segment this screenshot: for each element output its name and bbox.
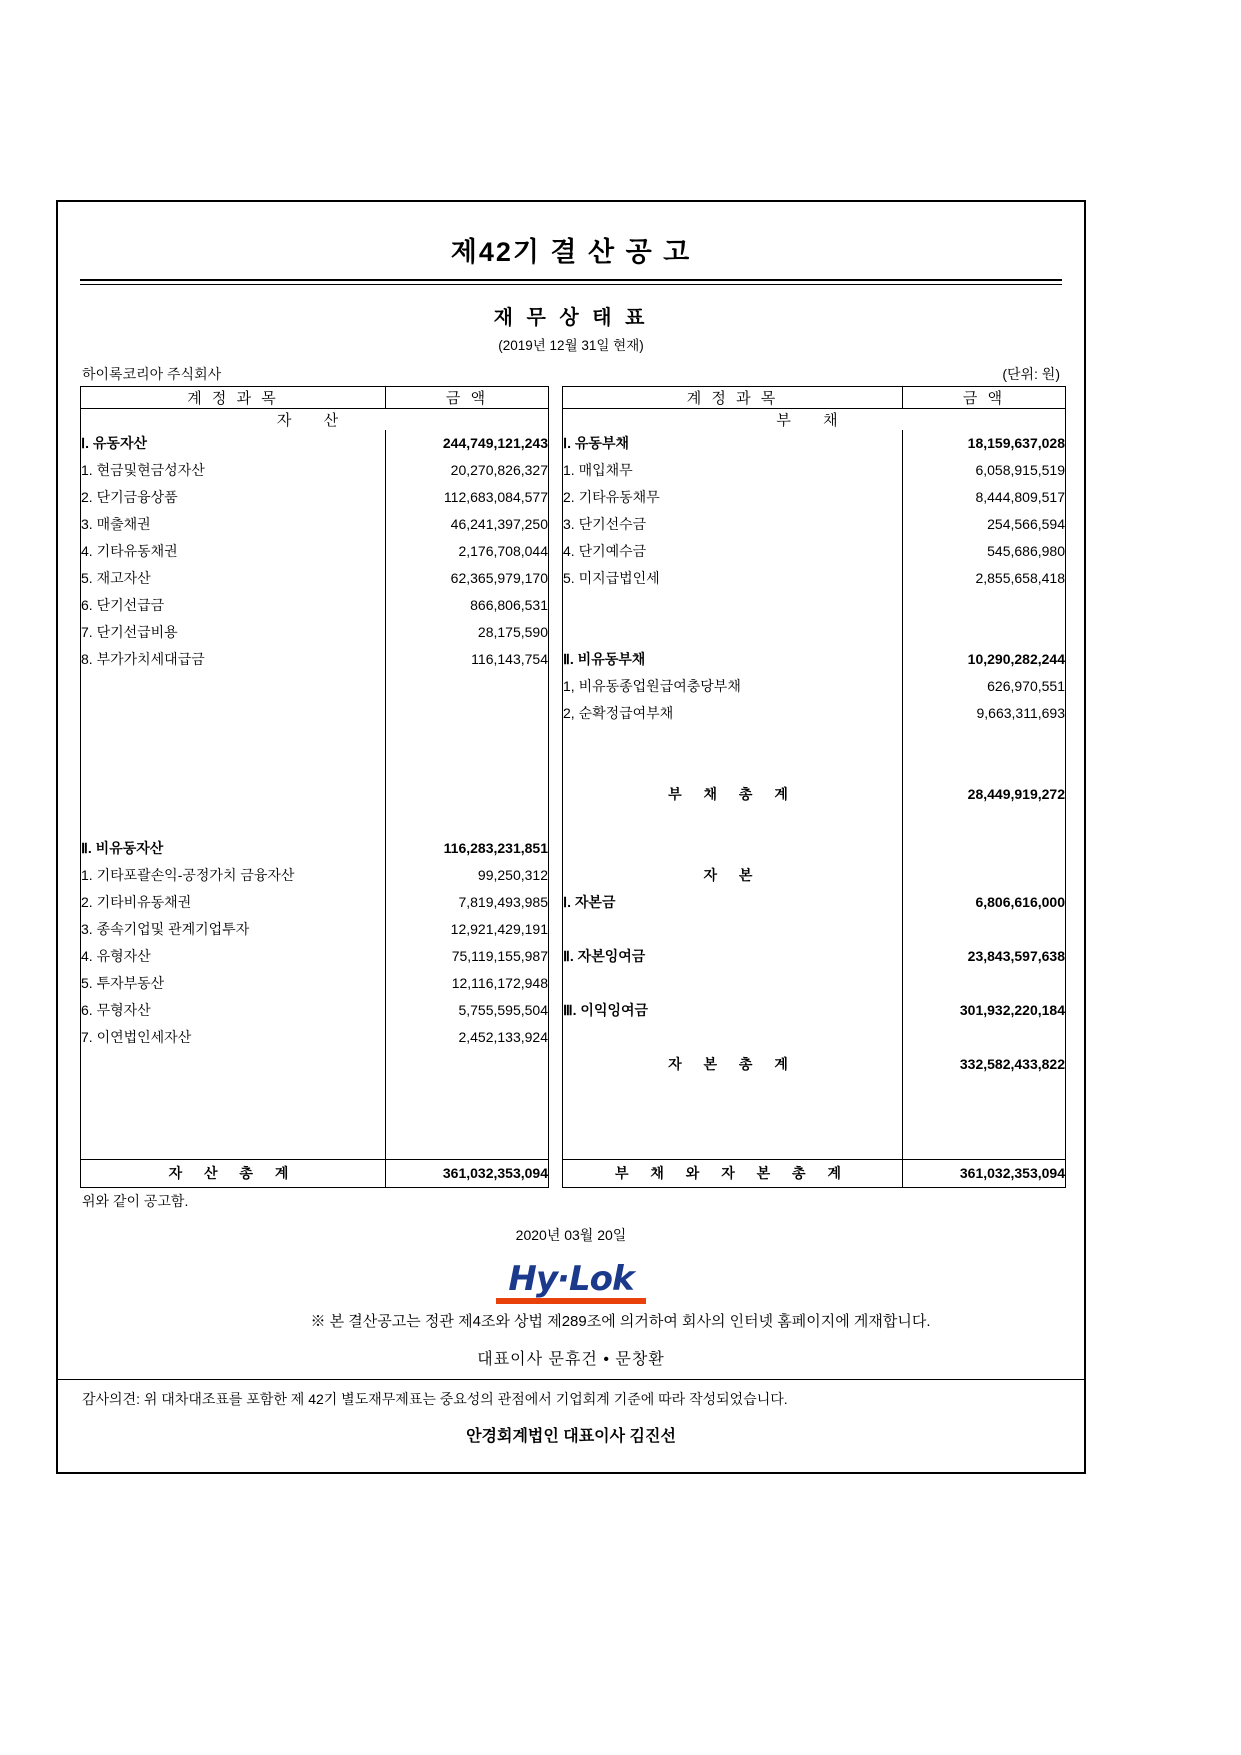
column-gap (549, 1160, 563, 1188)
table-row (81, 970, 1066, 997)
asset-account-label (81, 754, 386, 781)
table-row (81, 997, 1066, 1024)
liability-amount: 18,159,637,028 (903, 430, 1066, 457)
statement-date: (2019년 12월 31일 현재) (498, 338, 644, 353)
liability-amount (903, 619, 1066, 646)
asset-amount: 244,749,121,243 (386, 430, 549, 457)
liability-account-label: 1. 매입채무 (563, 457, 903, 484)
audit-opinion: 감사의견: 위 대차대조표를 포함한 제 42기 별도재무제표는 중요성의 관점에서 기업회계 기준에 따라 작성되었습니다. (82, 1391, 788, 1407)
asset-amount: 5,755,595,504 (386, 997, 549, 1024)
liability-account-label (563, 970, 903, 997)
section-assets-label: 자 산 (81, 409, 549, 431)
audit-firm: 안경회계법인 대표이사 김진선 (466, 1428, 676, 1445)
liability-account-label (563, 1132, 903, 1160)
column-gap (549, 673, 563, 700)
liability-account-label: Ⅰ. 자본금 (563, 889, 903, 916)
company-name: 하이록코리아 주식회사 (82, 366, 222, 382)
asset-account-label (81, 673, 386, 700)
column-gap (549, 1105, 563, 1132)
liability-amount (903, 1132, 1066, 1160)
table-row (81, 727, 1066, 754)
header-amount-left: 금 액 (386, 387, 549, 409)
liability-amount (903, 1105, 1066, 1132)
title-divider (80, 279, 1062, 285)
company-logo (80, 1259, 1062, 1304)
liability-account-label: 3. 단기선수금 (563, 511, 903, 538)
liability-account-label: 4. 단기예수금 (563, 538, 903, 565)
column-gap (549, 619, 563, 646)
section-header-row (81, 409, 1066, 431)
liability-account-label (563, 1024, 903, 1051)
assets-total-label: 자 산 총 계 (81, 1160, 386, 1188)
column-gap (549, 889, 563, 916)
asset-account-label: 5. 재고자산 (81, 565, 386, 592)
table-row (81, 754, 1066, 781)
liability-amount: 626,970,551 (903, 673, 1066, 700)
asset-account-label (81, 700, 386, 727)
table-row (81, 700, 1066, 727)
table-row (81, 1078, 1066, 1105)
asset-amount: 112,683,084,577 (386, 484, 549, 511)
section-liabilities-label: 부 채 (563, 409, 1066, 431)
liability-account-label: 2, 순확정급여부채 (563, 700, 903, 727)
currency-unit: (단위: 원) (1002, 366, 1060, 382)
asset-amount (386, 700, 549, 727)
header-account-left: 계 정 과 목 (81, 387, 386, 409)
asset-amount: 75,119,155,987 (386, 943, 549, 970)
column-gap (549, 484, 563, 511)
liability-account-label: Ⅲ. 이익잉여금 (563, 997, 903, 1024)
column-gap (549, 727, 563, 754)
asset-account-label: 2. 단기금융상품 (81, 484, 386, 511)
asset-account-label: Ⅰ. 유동자산 (81, 430, 386, 457)
column-gap (549, 835, 563, 862)
table-row (81, 862, 1066, 889)
column-gap (549, 457, 563, 484)
asset-amount: 46,241,397,250 (386, 511, 549, 538)
table-row (81, 1024, 1066, 1051)
liability-account-label: Ⅱ. 자본잉여금 (563, 943, 903, 970)
asset-account-label (81, 1051, 386, 1078)
column-gap (549, 511, 563, 538)
liability-account-label: 자 본 총 계 (563, 1051, 903, 1078)
publish-date: 2020년 03월 20일 (515, 1227, 627, 1243)
liability-amount: 301,932,220,184 (903, 997, 1066, 1024)
liability-amount (903, 754, 1066, 781)
asset-amount (386, 1078, 549, 1105)
asset-account-label: 1. 현금및현금성자산 (81, 457, 386, 484)
table-row (81, 943, 1066, 970)
table-row (81, 457, 1066, 484)
liability-account-label: Ⅱ. 비유동부채 (563, 646, 903, 673)
liability-amount: 8,444,809,517 (903, 484, 1066, 511)
announcement-document (56, 200, 1086, 1474)
column-gap (549, 700, 563, 727)
asset-account-label (81, 1078, 386, 1105)
asset-amount (386, 1132, 549, 1160)
asset-amount: 7,819,493,985 (386, 889, 549, 916)
liability-amount: 254,566,594 (903, 511, 1066, 538)
liability-account-label (563, 754, 903, 781)
column-gap (549, 754, 563, 781)
asset-amount (386, 673, 549, 700)
liability-amount (903, 1078, 1066, 1105)
column-gap (549, 1078, 563, 1105)
asset-amount: 866,806,531 (386, 592, 549, 619)
table-row (81, 808, 1066, 835)
liability-account-label: 부 채 총 계 (563, 781, 903, 808)
asset-account-label: 6. 단기선급금 (81, 592, 386, 619)
liability-amount: 6,806,616,000 (903, 889, 1066, 916)
asset-account-label: 4. 유형자산 (81, 943, 386, 970)
asset-amount: 28,175,590 (386, 619, 549, 646)
asset-amount: 12,116,172,948 (386, 970, 549, 997)
column-gap (549, 808, 563, 835)
table-row (81, 1105, 1066, 1132)
asset-account-label (81, 1105, 386, 1132)
column-gap (549, 565, 563, 592)
table-row (81, 1051, 1066, 1078)
asset-account-label: 4. 기타유동채권 (81, 538, 386, 565)
asset-account-label: 5. 투자부동산 (81, 970, 386, 997)
table-row (81, 592, 1066, 619)
asset-amount: 2,452,133,924 (386, 1024, 549, 1051)
column-gap (549, 781, 563, 808)
liability-account-label (563, 619, 903, 646)
liability-amount (903, 862, 1066, 889)
header-account-right: 계 정 과 목 (563, 387, 903, 409)
asset-amount (386, 808, 549, 835)
table-row (81, 916, 1066, 943)
table-row (81, 781, 1066, 808)
liability-account-label (563, 592, 903, 619)
publication-note: 위와 같이 공고함. (82, 1193, 189, 1209)
table-row (81, 484, 1066, 511)
liability-amount (903, 916, 1066, 943)
company-unit-row (80, 364, 1062, 384)
asset-account-label: 8. 부가가치세대급금 (81, 646, 386, 673)
asset-amount (386, 754, 549, 781)
asset-amount: 99,250,312 (386, 862, 549, 889)
column-gap (549, 430, 563, 457)
table-row (81, 511, 1066, 538)
liability-account-label: 5. 미지급법인세 (563, 565, 903, 592)
asset-amount: 62,365,979,170 (386, 565, 549, 592)
liability-amount: 332,582,433,822 (903, 1051, 1066, 1078)
assets-total-amount: 361,032,353,094 (386, 1160, 549, 1188)
table-row (81, 889, 1066, 916)
footnote: ※ 본 결산공고는 정관 제4조와 상법 제289조에 의거하여 회사의 인터넷 홈페이지에 게재합니다. (310, 1313, 931, 1330)
asset-account-label: 3. 종속기업및 관계기업투자 (81, 916, 386, 943)
column-gap (549, 409, 563, 431)
liability-amount: 28,449,919,272 (903, 781, 1066, 808)
liability-account-label: 자 본 (563, 862, 903, 889)
liability-amount (903, 835, 1066, 862)
asset-account-label (81, 1132, 386, 1160)
asset-amount (386, 727, 549, 754)
asset-amount: 12,921,429,191 (386, 916, 549, 943)
liability-account-label (563, 727, 903, 754)
logo-text: Hy·Lok (508, 1259, 634, 1299)
asset-amount: 116,143,754 (386, 646, 549, 673)
column-gap (549, 997, 563, 1024)
liability-amount (903, 970, 1066, 997)
column-gap (549, 943, 563, 970)
liability-amount (903, 1024, 1066, 1051)
liability-account-label (563, 835, 903, 862)
column-gap (549, 1051, 563, 1078)
liability-amount: 10,290,282,244 (903, 646, 1066, 673)
column-gap (549, 592, 563, 619)
statement-title: 재 무 상 태 표 (493, 307, 649, 329)
ceo-signature: 대표이사 문휴건 • 문창환 (477, 1351, 665, 1368)
balance-sheet-table (80, 386, 1066, 1188)
liability-amount: 545,686,980 (903, 538, 1066, 565)
asset-amount: 20,270,826,327 (386, 457, 549, 484)
asset-amount: 2,176,708,044 (386, 538, 549, 565)
asset-account-label: 1. 기타포괄손익-공정가치 금융자산 (81, 862, 386, 889)
liability-amount: 6,058,915,519 (903, 457, 1066, 484)
column-gap (549, 1132, 563, 1160)
table-header-row (81, 387, 1066, 409)
asset-amount (386, 781, 549, 808)
asset-account-label (81, 727, 386, 754)
liab-equity-total-amount: 361,032,353,094 (903, 1160, 1066, 1188)
asset-account-label: 6. 무형자산 (81, 997, 386, 1024)
column-gap (549, 916, 563, 943)
column-gap (549, 387, 563, 409)
asset-account-label: 3. 매출채권 (81, 511, 386, 538)
page-title: 제42기 결 산 공 고 (450, 237, 692, 267)
asset-amount (386, 1105, 549, 1132)
header-amount-right: 금 액 (903, 387, 1066, 409)
liability-account-label: 2. 기타유동채무 (563, 484, 903, 511)
table-row (81, 1132, 1066, 1160)
column-gap (549, 862, 563, 889)
liability-account-label (563, 916, 903, 943)
asset-account-label: Ⅱ. 비유동자산 (81, 835, 386, 862)
liability-account-label: 1, 비유동종업원급여충당부채 (563, 673, 903, 700)
asset-amount (386, 1051, 549, 1078)
liability-amount: 2,855,658,418 (903, 565, 1066, 592)
liability-account-label (563, 1105, 903, 1132)
asset-account-label (81, 781, 386, 808)
liability-amount (903, 727, 1066, 754)
table-row (81, 646, 1066, 673)
table-row (81, 430, 1066, 457)
liability-account-label: Ⅰ. 유동부채 (563, 430, 903, 457)
liability-amount (903, 592, 1066, 619)
liability-amount: 9,663,311,693 (903, 700, 1066, 727)
liability-account-label (563, 808, 903, 835)
table-row (81, 538, 1066, 565)
asset-account-label: 7. 단기선급비용 (81, 619, 386, 646)
column-gap (549, 538, 563, 565)
table-row (81, 835, 1066, 862)
asset-amount: 116,283,231,851 (386, 835, 549, 862)
asset-account-label (81, 808, 386, 835)
asset-account-label: 2. 기타비유동채권 (81, 889, 386, 916)
table-row (81, 673, 1066, 700)
table-row (81, 619, 1066, 646)
asset-account-label: 7. 이연법인세자산 (81, 1024, 386, 1051)
liab-equity-total-label: 부 채 와 자 본 총 계 (563, 1160, 903, 1188)
table-row (81, 565, 1066, 592)
column-gap (549, 646, 563, 673)
liability-amount: 23,843,597,638 (903, 943, 1066, 970)
liability-amount (903, 808, 1066, 835)
column-gap (549, 970, 563, 997)
liability-account-label (563, 1078, 903, 1105)
column-gap (549, 1024, 563, 1051)
totals-row (81, 1160, 1066, 1188)
